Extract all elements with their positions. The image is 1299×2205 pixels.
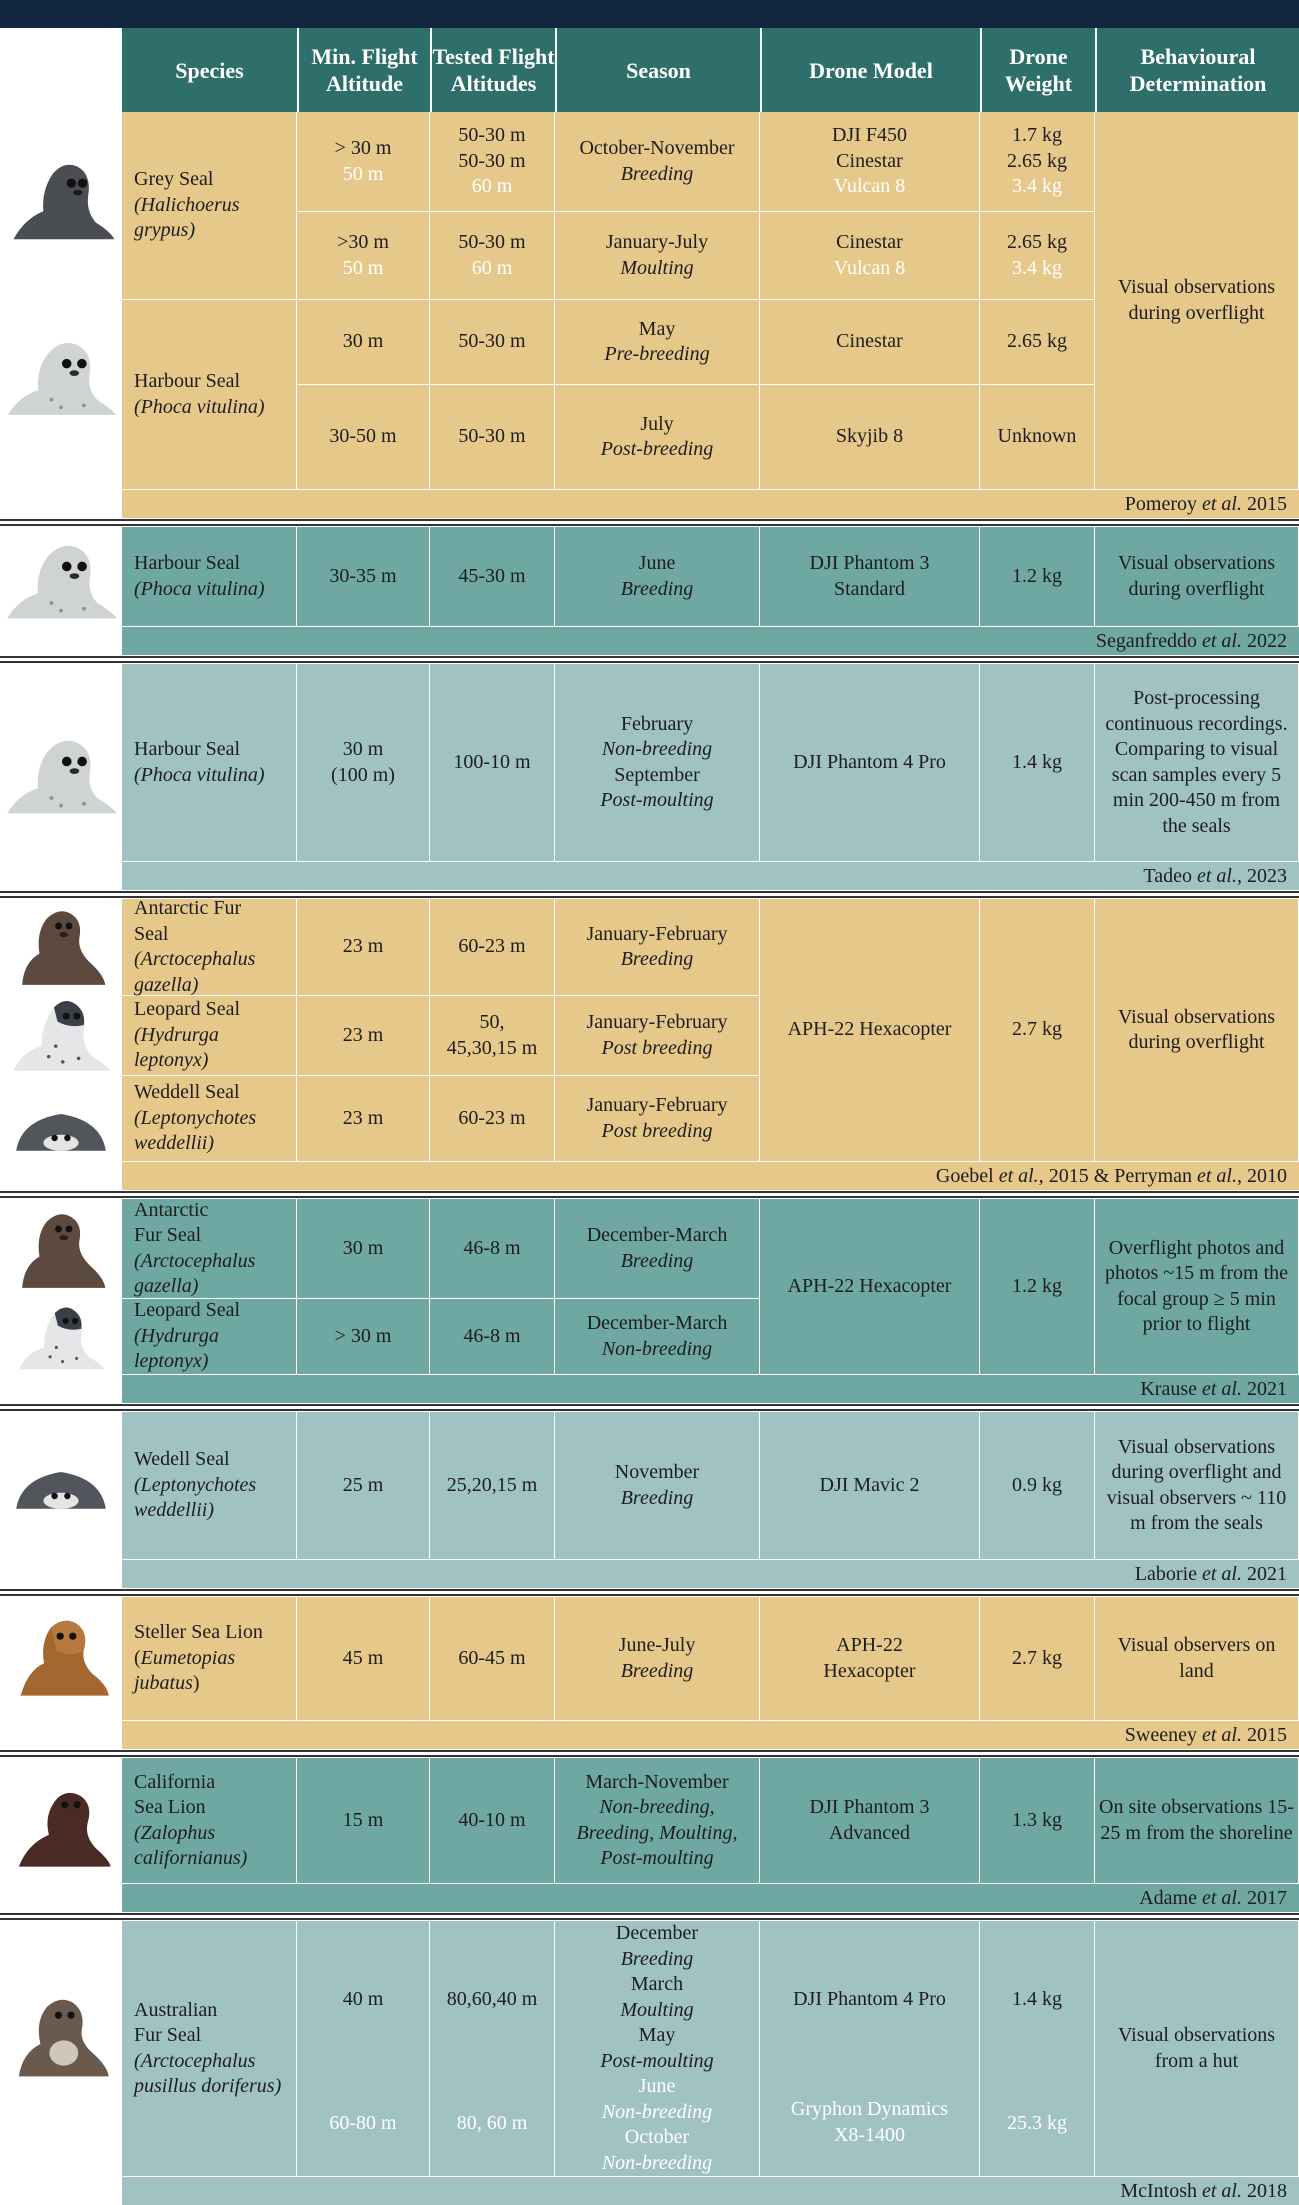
citation-year: 2015	[1242, 1724, 1287, 1746]
species-steller-sea-lion: Steller Sea Lion (Eumetopias jubatus)	[122, 1597, 297, 1721]
min-altitude: 25 m	[297, 1412, 430, 1560]
value-alt: (100 m)	[331, 763, 395, 786]
citation-etal: et al.,	[998, 1165, 1044, 1187]
value: > 30 m	[334, 137, 392, 159]
season-months: March	[630, 1973, 684, 1995]
drone: DJI Phantom 4 Pro	[793, 1988, 946, 2010]
drone: Cinestar	[836, 149, 903, 172]
harbour-seal-icon	[2, 530, 120, 626]
header-season: Season	[555, 28, 760, 112]
min-altitude: 30 m	[297, 1199, 430, 1299]
min-altitude	[297, 1921, 430, 2177]
min-altitude: 30-50 m	[297, 385, 430, 490]
citation-year: 2021	[1242, 1563, 1287, 1585]
common-name: Seal	[134, 922, 169, 945]
season-months: January-February	[586, 922, 728, 945]
drone-model	[760, 527, 980, 627]
common-name: Leopard Seal	[134, 1299, 241, 1322]
season-phase: Breeding	[620, 1947, 694, 1970]
latin-name: (Hydrurga leptonyx)	[134, 1023, 219, 1072]
latin-name-text: Phoca vitulina	[140, 577, 258, 600]
latin-name-text: Phoca vitulina	[140, 763, 258, 786]
common-name: Harbour Seal	[134, 370, 241, 392]
drone: DJI F450	[831, 124, 907, 147]
leopard-seal-icon	[6, 1296, 116, 1374]
season-months: February	[620, 712, 694, 735]
latin-name-text: Arctocephalus pusillus doriferus	[134, 2049, 275, 2097]
common-name: Australian	[134, 1998, 218, 2021]
value: 50-30 m	[458, 231, 526, 253]
season	[555, 899, 760, 996]
season-months: December-March	[586, 1312, 728, 1334]
drone-weight: 1.3 kg	[980, 1758, 1095, 1884]
season-phase: Breeding	[620, 1486, 694, 1509]
tested-altitudes	[430, 112, 555, 212]
citation-author: Krause	[1140, 1378, 1202, 1400]
drone: DJI Phantom 3	[809, 1796, 930, 1818]
citation-year: 2022	[1242, 630, 1287, 652]
leopard-seal-icon	[6, 988, 116, 1076]
species-antarctic-fur-seal	[122, 899, 297, 996]
latin-name: (Phoca vitulina)	[134, 763, 265, 786]
behaviour: Visual observations during overflight	[1095, 899, 1299, 1162]
species-harbour-seal	[122, 664, 297, 862]
common-name: Wedell Seal	[134, 1448, 230, 1471]
min-altitude: 15 m	[297, 1758, 430, 1884]
section-divider	[0, 1403, 1299, 1412]
latin-name: (Arctocephalus pusillus doriferus)	[134, 2049, 282, 2097]
tested-altitudes: 25,20,15 m	[430, 1412, 555, 1560]
citation-etal: et al.	[1202, 2180, 1242, 2202]
citation	[122, 1560, 1299, 1588]
season-months: January-July	[605, 231, 709, 253]
value: >30 m	[337, 231, 389, 253]
season-months: September	[614, 763, 700, 786]
weight-alt: 3.4 kg	[1012, 256, 1062, 279]
species-leopard-seal	[122, 996, 297, 1076]
citation	[122, 2177, 1299, 2205]
citation-etal: et al.	[1202, 493, 1242, 515]
citation-year: 2018	[1242, 2180, 1287, 2202]
drone-weight: 2.7 kg	[980, 899, 1095, 1162]
season-phase: Post-moulting	[600, 789, 714, 811]
season-phase: Post breeding	[601, 1036, 713, 1059]
drone-model	[760, 1758, 980, 1884]
value: 50,	[479, 1011, 505, 1033]
behaviour: On site observations 15-25 m from the shoreline	[1095, 1758, 1299, 1884]
weddell-seal-icon	[2, 1440, 120, 1520]
season-phase-alt: Non-breeding	[601, 2100, 713, 2123]
min-altitude: 23 m	[297, 899, 430, 996]
drone-model	[760, 212, 980, 300]
tested-altitudes	[430, 1921, 555, 2177]
header-weight-text: Drone Weight	[1004, 44, 1073, 96]
season-months: July	[640, 412, 674, 435]
citation-author: McIntosh	[1120, 2180, 1202, 2202]
header-drone-model: Drone Model	[760, 28, 980, 112]
min-altitude: 45 m	[297, 1597, 430, 1721]
fur-seal-icon	[10, 900, 114, 990]
season	[555, 527, 760, 627]
header-species: Species	[122, 28, 297, 112]
behaviour: Visual observations during overflight and visual observers ~ 110 m from the seals	[1095, 1412, 1299, 1560]
season-phase: Breeding, Moulting,	[576, 1821, 738, 1844]
behaviour: Overflight photos and photos ~15 m from the focal group ≥ 5 min prior to flight	[1095, 1199, 1299, 1375]
drone-model: APH-22 Hexacopter	[760, 899, 980, 1162]
citation-author: Pomeroy	[1124, 493, 1202, 515]
season-phase: Pre-breeding	[604, 343, 710, 365]
tested-altitudes: 60-23 m	[430, 899, 555, 996]
value-alt: 60-80 m	[329, 2111, 397, 2134]
min-altitude	[297, 664, 430, 862]
drone-weight: 2.65 kg	[980, 300, 1095, 385]
common-name: Fur Seal	[134, 2024, 202, 2046]
season-months: January-February	[586, 1094, 728, 1116]
drone-model: DJI Mavic 2	[760, 1412, 980, 1560]
drone-alt: Vulcan 8	[833, 256, 906, 279]
behaviour: Visual observations from a hut	[1095, 1921, 1299, 2177]
latin-name: (Leptonychotes weddellii)	[134, 1473, 257, 1522]
drone: Hexacopter	[823, 1659, 916, 1682]
season-months: October-November	[579, 137, 735, 159]
drone-model: DJI Phantom 4 Pro	[760, 664, 980, 862]
min-altitude: 30 m	[297, 300, 430, 385]
citation-etal: et al.	[1202, 630, 1242, 652]
drone-alt-line: Gryphon Dynamics	[790, 2098, 949, 2120]
header-behaviour-text: Behavioural Determination	[1129, 44, 1267, 96]
citation-author: Adame	[1139, 1887, 1202, 1909]
common-name: Steller Sea Lion	[134, 1621, 263, 1644]
citation-year-author: 2015 & Perryman	[1043, 1165, 1197, 1187]
fur-seal-icon	[8, 1985, 116, 2085]
value: 40 m	[342, 1988, 384, 2010]
drone-weight: 1.4 kg	[980, 664, 1095, 862]
drone-weight: 1.2 kg	[980, 1199, 1095, 1375]
header-tested-text: Tested Flight Altitudes	[432, 44, 555, 96]
min-altitude	[297, 112, 430, 212]
season	[555, 1758, 760, 1884]
behaviour: Post-processing continuous recordings. Comparing to visual scan samples every 5 min 200-450 m from the seals	[1095, 664, 1299, 862]
common-name: Sea Lion	[134, 1796, 206, 1818]
season-phase: Post-moulting	[600, 2049, 714, 2072]
latin-name: (Halichoerus grypus)	[134, 193, 240, 242]
season	[555, 664, 760, 862]
season	[555, 1076, 760, 1162]
species-weddell-seal	[122, 1412, 297, 1560]
common-name: Fur Seal	[134, 1224, 202, 1246]
drone-model	[760, 112, 980, 212]
citation	[122, 862, 1299, 890]
weight: 1.4 kg	[1012, 1988, 1062, 2010]
citation	[122, 1721, 1299, 1749]
drone-model	[760, 1597, 980, 1721]
season	[555, 385, 760, 490]
citation-etal: et al.	[1202, 1563, 1242, 1585]
season-phase: Post-moulting	[600, 1847, 714, 1869]
season-months: December	[615, 1922, 699, 1944]
citation-year: 2017	[1242, 1887, 1287, 1909]
latin-name: Eumetopias jubatus	[134, 1646, 236, 1695]
season-months: May	[638, 2024, 676, 2046]
species-harbour-seal	[122, 300, 297, 490]
season-months-alt: June	[638, 2075, 676, 2097]
section-divider	[0, 655, 1299, 664]
tested-altitudes	[430, 996, 555, 1076]
citation-year: 2015	[1242, 493, 1287, 515]
value-alt: 50 m	[342, 256, 384, 279]
drone-alt-line: X8-1400	[833, 2123, 906, 2146]
latin-name-text: Halichoerus grypus	[134, 193, 240, 242]
drone-model: Skyjib 8	[760, 385, 980, 490]
common-name: Antarctic	[134, 1198, 209, 1221]
latin-name: (Hydrurga leptonyx)	[134, 1324, 219, 1373]
value-alt: 80, 60 m	[456, 2111, 528, 2134]
weight: 1.7 kg	[1012, 124, 1062, 147]
citation-author: Goebel	[935, 1165, 999, 1187]
species-weddell-seal	[122, 1076, 297, 1162]
season	[555, 212, 760, 300]
fur-seal-icon	[10, 1200, 114, 1296]
value: 50-30 m	[458, 149, 526, 172]
value: 50-30 m	[458, 124, 526, 147]
header-drone-weight	[980, 28, 1095, 112]
citation-year: , 2010	[1237, 1165, 1287, 1187]
harbour-seal-icon	[2, 725, 120, 821]
value-alt: 60 m	[471, 256, 513, 279]
weddell-seal-icon	[2, 1082, 120, 1162]
min-altitude: > 30 m	[297, 1299, 430, 1375]
common-name: Harbour Seal	[134, 738, 241, 760]
common-name: Grey Seal	[134, 168, 214, 191]
season-phase: Non-breeding,	[599, 1796, 715, 1818]
latin-name: (Phoca vitulina)	[134, 577, 265, 600]
citation-year: 2021	[1242, 1378, 1287, 1400]
latin-name-text: Zalophus californianus	[134, 1821, 241, 1869]
species-harbour-seal	[122, 527, 297, 627]
value-alt: 60 m	[471, 175, 513, 198]
header-min-altitude	[297, 28, 430, 112]
species-california-sea-lion	[122, 1758, 297, 1884]
grey-seal-icon	[6, 150, 118, 250]
citation-year: , 2023	[1237, 865, 1287, 887]
header-min-altitude-text: Min. Flight Altitude	[311, 44, 418, 96]
season-phase: Post-breeding	[600, 438, 714, 460]
season-phase: Breeding	[620, 948, 694, 970]
species-leopard-seal	[122, 1299, 297, 1375]
citation-etal: et al.	[1202, 1378, 1242, 1400]
harbour-seal-icon	[4, 325, 118, 425]
value: 30 m	[342, 738, 384, 760]
drone-model: APH-22 Hexacopter	[760, 1199, 980, 1375]
season-months: March-November	[585, 1770, 729, 1793]
drone-alt: Vulcan 8	[833, 175, 906, 198]
season-phase: Breeding	[620, 1659, 694, 1682]
drone-weight	[980, 1921, 1095, 2177]
sea-lion-icon	[10, 1776, 116, 1876]
drone-model	[760, 1921, 980, 2177]
tested-altitudes: 100-10 m	[430, 664, 555, 862]
common-name: Harbour Seal	[134, 552, 241, 574]
citation-etal: et al.	[1202, 1724, 1242, 1746]
season-months: June-July	[618, 1634, 696, 1656]
section-divider	[0, 518, 1299, 527]
drone: Standard	[833, 577, 906, 600]
common-name: Weddell Seal	[134, 1081, 240, 1104]
tested-altitudes: 50-30 m	[430, 385, 555, 490]
citation	[122, 1375, 1299, 1403]
section-divider	[0, 1912, 1299, 1921]
top-bar	[0, 0, 1299, 28]
season-months: January-February	[586, 1011, 728, 1033]
season	[555, 1412, 760, 1560]
drone-weight: 1.2 kg	[980, 527, 1095, 627]
value-alt: 50 m	[342, 162, 384, 185]
season-months: May	[638, 317, 676, 340]
weight: 2.65 kg	[1007, 231, 1067, 253]
season-phase-alt: Non-breeding	[601, 2151, 713, 2174]
season-phase: Post breeding	[601, 1119, 713, 1142]
latin-name-text: Hydrurga leptonyx	[134, 1324, 219, 1373]
season-phase: Non-breeding	[601, 738, 713, 760]
latin-name-text: Hydrurga leptonyx	[134, 1023, 219, 1072]
season	[555, 300, 760, 385]
citation-author: Sweeney	[1124, 1724, 1202, 1746]
citation-author: Seganfreddo	[1095, 630, 1202, 652]
citation	[122, 490, 1299, 518]
season	[555, 1921, 760, 2177]
citation-etal: et al.	[1202, 1887, 1242, 1909]
common-name: Antarctic Fur	[134, 897, 242, 919]
tested-altitudes: 40-10 m	[430, 1758, 555, 1884]
weight-alt: 3.4 kg	[1012, 175, 1062, 198]
min-altitude	[297, 212, 430, 300]
tested-altitudes: 50-30 m	[430, 300, 555, 385]
citation-author: Tadeo	[1143, 865, 1197, 887]
season-months: December-March	[586, 1224, 728, 1246]
season-phase: Moulting	[620, 256, 694, 279]
tested-altitudes	[430, 212, 555, 300]
tested-altitudes: 46-8 m	[430, 1199, 555, 1299]
drone-alt	[791, 2097, 948, 2148]
min-altitude: 23 m	[297, 996, 430, 1076]
latin-name-text: Leptonychotes weddellii	[134, 1473, 257, 1522]
section-divider	[0, 1749, 1299, 1758]
latin-name-text: Arctocephalus gazella	[134, 1249, 256, 1297]
citation-etal: et al.	[1197, 865, 1237, 887]
citation-etal: et al.	[1197, 1165, 1237, 1187]
min-altitude: 30-35 m	[297, 527, 430, 627]
citation	[122, 1162, 1299, 1190]
season-months: November	[614, 1461, 700, 1483]
latin-name: (Arctocephalus gazella)	[134, 1249, 256, 1297]
header-behaviour	[1095, 28, 1299, 112]
drone: DJI Phantom 3	[809, 552, 930, 574]
common-name: California	[134, 1770, 216, 1793]
season-phase: Breeding	[620, 577, 694, 600]
common-name: Leopard Seal	[134, 998, 241, 1021]
value: 80,60,40 m	[446, 1988, 538, 2010]
season-phase: Breeding	[620, 162, 694, 185]
weight-alt: 25.3 kg	[1007, 2111, 1067, 2134]
tested-altitudes: 60-23 m	[430, 1076, 555, 1162]
season-months: June	[638, 552, 676, 574]
latin-name-text: Leptonychotes weddellii	[134, 1106, 257, 1155]
behaviour: Visual observations during overflight	[1095, 527, 1299, 627]
season	[555, 1597, 760, 1721]
sea-lion-icon	[8, 1606, 116, 1706]
behaviour: Visual observers on land	[1095, 1597, 1299, 1721]
min-altitude: 23 m	[297, 1076, 430, 1162]
season	[555, 1299, 760, 1375]
citation-author: Laborie	[1134, 1563, 1202, 1585]
season	[555, 1199, 760, 1299]
tested-altitudes: 60-45 m	[430, 1597, 555, 1721]
drone-weight: Unknown	[980, 385, 1095, 490]
header-tested-altitudes	[430, 28, 555, 112]
drone-weight	[980, 212, 1095, 300]
tested-altitudes: 46-8 m	[430, 1299, 555, 1375]
drone-weight: 0.9 kg	[980, 1412, 1095, 1560]
section-divider	[0, 1588, 1299, 1597]
latin-name: (Phoca vitulina)	[134, 395, 265, 418]
drone-model: Cinestar	[760, 300, 980, 385]
citation	[122, 627, 1299, 655]
latin-name: (Leptonychotes weddellii)	[134, 1106, 257, 1155]
species-antarctic-fur-seal	[122, 1199, 297, 1299]
value: 45,30,15 m	[446, 1036, 538, 1059]
latin-name: (Arctocephalus gazella)	[134, 948, 256, 996]
weight: 2.65 kg	[1007, 149, 1067, 172]
drone: APH-22	[836, 1634, 903, 1656]
latin-name-text: Arctocephalus gazella	[134, 948, 256, 996]
drone: Cinestar	[836, 231, 903, 253]
drone: Advanced	[828, 1821, 911, 1844]
citation	[122, 1884, 1299, 1912]
tested-altitudes: 45-30 m	[430, 527, 555, 627]
season-phase: Breeding	[620, 1249, 694, 1272]
species-australian-fur-seal	[122, 1921, 297, 2177]
season-months-alt: October	[624, 2126, 690, 2148]
behaviour: Visual observations during overflight	[1095, 112, 1299, 490]
season-phase: Moulting	[620, 1998, 694, 2021]
season-phase: Non-breeding	[601, 1337, 713, 1360]
season	[555, 996, 760, 1076]
latin-name-text: Phoca vitulina	[140, 395, 258, 418]
season	[555, 112, 760, 212]
drone-weight: 2.7 kg	[980, 1597, 1095, 1721]
species-grey-seal	[122, 112, 297, 300]
drone-weight	[980, 112, 1095, 212]
latin-name: (Zalophus californianus)	[134, 1821, 248, 1869]
